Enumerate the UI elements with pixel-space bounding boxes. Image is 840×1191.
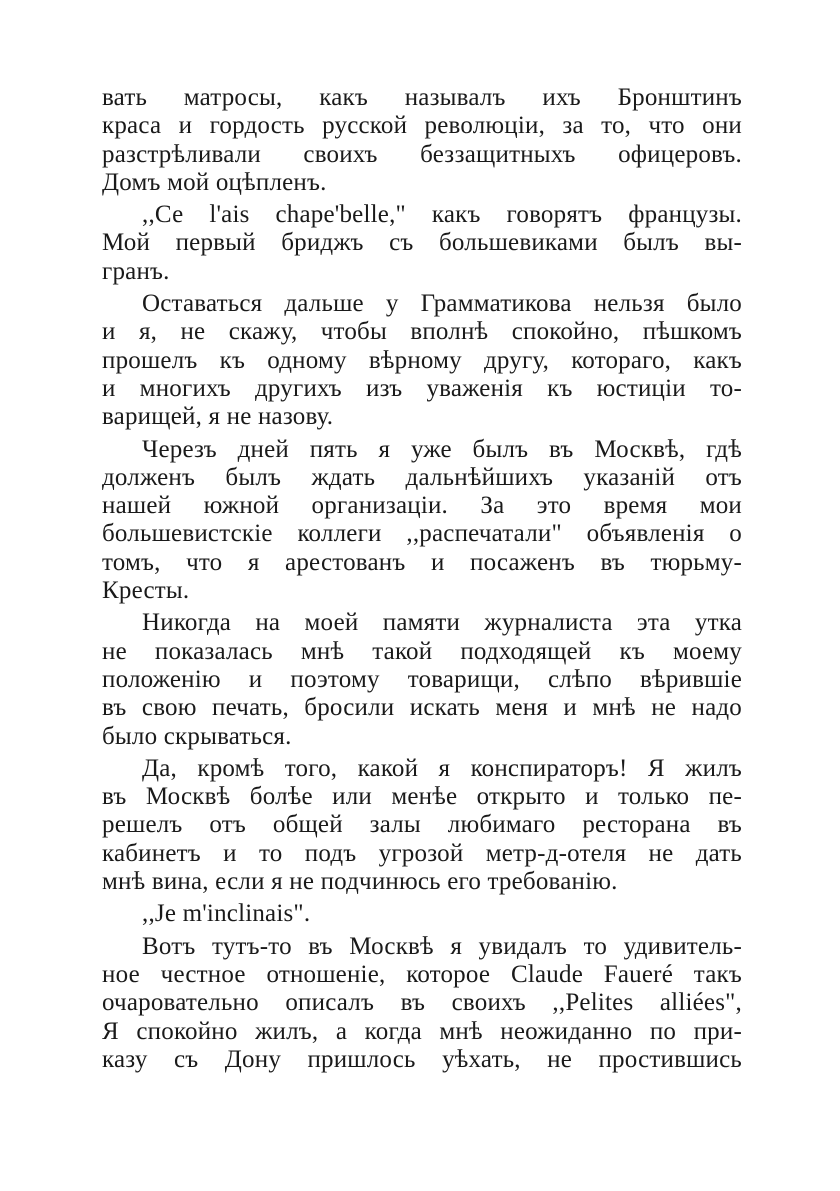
paragraph-1: [102, 84, 742, 197]
paragraph-6: [102, 755, 742, 896]
text-line: разстрѣливали своихъ беззащитныхъ офицеровъ.: [102, 140, 742, 168]
text-line: решелъ отъ общей залы любимаго ресторана въ: [102, 811, 742, 839]
paragraph-3: [102, 290, 742, 431]
paragraph-8: [102, 933, 742, 1074]
text-line: большевистскіе коллеги ,,распечатали" объявленія о: [102, 520, 742, 548]
text-line: казу съ Дону пришлось уѣхать, не простившись: [102, 1045, 742, 1073]
text-line: мнѣ вина, если я не подчинюсь его требованію.: [102, 868, 618, 896]
text-line: варищей, я не назову.: [102, 403, 334, 431]
paragraph-5: [102, 609, 742, 750]
text-line: кабинетъ и то подъ угрозой метр-д-отеля не дать: [102, 839, 742, 867]
text-line: и я, не скажу, чтобы вполнѣ спокойно, пѣшкомъ: [102, 318, 742, 346]
text-line: прошелъ къ одному вѣрному другу, котораго, какъ: [102, 346, 742, 374]
text-line: долженъ былъ ждать дальнѣйшихъ указаній отъ: [102, 463, 742, 491]
text-line: очаровательно описалъ въ своихъ ,,Pelites alliées",: [102, 989, 742, 1017]
text-line: положенію и поэтому товарищи, слѣпо вѣрившіе: [102, 665, 742, 693]
text-line: вать матросы, какъ называлъ ихъ Бронштинъ: [102, 84, 742, 111]
text-line: Да, кромѣ того, какой я конспираторъ! Я жилъ: [142, 754, 742, 782]
text-line: въ Москвѣ болѣе или менѣе открыто и только пе-: [102, 783, 742, 811]
text-line: Никогда на моей памяти журналиста эта утка: [142, 609, 742, 637]
text-line: Домъ мой оцѣпленъ.: [102, 168, 327, 196]
text-line: краса и гордость русской революціи, за то, что они: [102, 112, 742, 140]
paragraph-4: [102, 436, 742, 606]
text-line: въ свою печать, бросили искать меня и мнѣ не надо: [102, 694, 742, 722]
paragraph-7: [102, 900, 742, 928]
text-line: томъ, что я арестованъ и посаженъ въ тюрьму-: [102, 548, 742, 576]
text-line: не показалась мнѣ такой подходящей къ моему: [102, 637, 742, 665]
text-line: ,,Се l'ais chape'belle," какъ говорятъ французы.: [142, 201, 742, 229]
text-line: Оставаться дальше у Грамматикова нельзя было: [142, 290, 742, 318]
text-line: Кресты.: [102, 577, 190, 605]
text-line: было скрываться.: [102, 722, 292, 750]
text-line: и многихъ другихъ изъ уваженія къ юстиціи то-: [102, 374, 742, 402]
text-line: нашей южной организаціи. За это время мои: [102, 492, 742, 520]
text-line: Мой первый бриджъ съ большевиками былъ вы-: [102, 229, 742, 257]
book-page: [102, 84, 742, 1078]
text-line: Вотъ тутъ-то въ Москвѣ я увидалъ то удивитель-: [142, 932, 742, 960]
text-line: Черезъ дней пять я уже былъ въ Москвѣ, гдѣ: [142, 435, 742, 463]
text-line: ,,Je m'inclinais".: [142, 900, 311, 928]
text-line: Я спокойно жилъ, а когда мнѣ неожиданно по при-: [102, 1017, 742, 1045]
text-line: гранъ.: [102, 257, 170, 285]
text-line: ное честное отношеніе, которое Claude Faueré такъ: [102, 960, 742, 988]
paragraph-2: [102, 201, 742, 286]
